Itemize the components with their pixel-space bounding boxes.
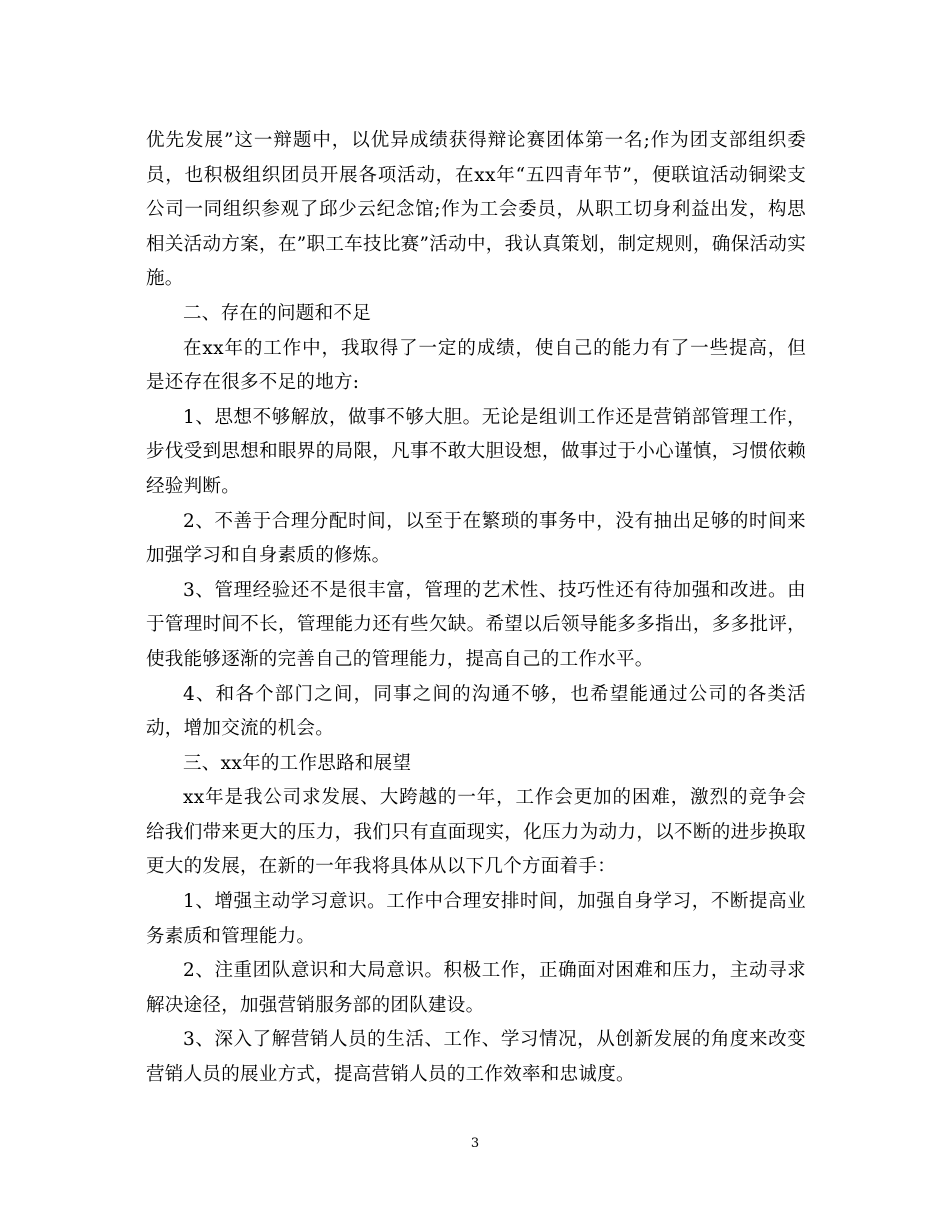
plan-item-1: 1、增强主动学习意识。工作中合理安排时间，加强自身学习，不断提高业务素质和管理能力。: [146, 891, 806, 947]
paragraph-outlook-intro: xx年是我公司求发展、大跨越的一年，工作会更加的困难，激烈的竞争会给我们带来更大的压力，我们只有直面现实，化压力为动力，以不断的进步换取更大的发展，在新的一年我将具体从以下几个方面着手：: [146, 787, 806, 878]
section-heading-outlook: 三、xx年的工作思路和展望: [183, 752, 412, 774]
plan-item-3: 3、深入了解营销人员的生活、工作、学习情况，从创新发展的角度来改变营销人员的展业方式，提高营销人员的工作效率和忠诚度。: [146, 1029, 806, 1086]
problem-item-2: 2、不善于合理分配时间，以至于在繁琐的事务中，没有抽出足够的时间来加强学习和自身素质的修炼。: [146, 510, 806, 567]
problem-item-1: 1、思想不够解放，做事不够大胆。无论是组训工作还是营销部管理工作，步伐受到思想和眼界的局限，凡事不敢大胆设想，做事过于小心谨慎，习惯依赖经验判断。: [146, 406, 806, 497]
page-number: 3: [470, 1136, 480, 1151]
paragraph-continuation: 优先发展”这一辩题中，以优异成绩获得辩论赛团体第一名;作为团支部组织委员，也积极组织团员开展各项活动，在xx年“五四青年节”，便联谊活动铜梁支公司一同组织参观了邱少云纪念馆;作为工会委员，从职工切身利益出发，构思相关活动方案，在”职工车技比赛”活动中，我认真策划，制定规则，确保活动实施。: [146, 130, 806, 290]
plan-item-2: 2、注重团队意识和大局意识。积极工作，正确面对困难和压力，主动寻求解决途径，加强营销服务部的团队建设。: [146, 960, 806, 1016]
paragraph-problems-intro: 在xx年的工作中，我取得了一定的成绩，使自己的能力有了一些提高，但是还存在很多不足的地方:: [146, 337, 806, 394]
section-heading-problems: 二、存在的问题和不足: [183, 302, 372, 324]
document-body: [146, 124, 806, 1093]
problem-item-4: 4、和各个部门之间，同事之间的沟通不够，也希望能通过公司的各类活动，增加交流的机会。: [146, 683, 806, 740]
problem-item-3: 3、管理经验还不是很丰富，管理的艺术性、技巧性还有待加强和改进。由于管理时间不长，管理能力还有些欠缺。希望以后领导能多多指出，多多批评，使我能够逐渐的完善自己的管理能力，提高自己的工作水平。: [146, 579, 806, 670]
